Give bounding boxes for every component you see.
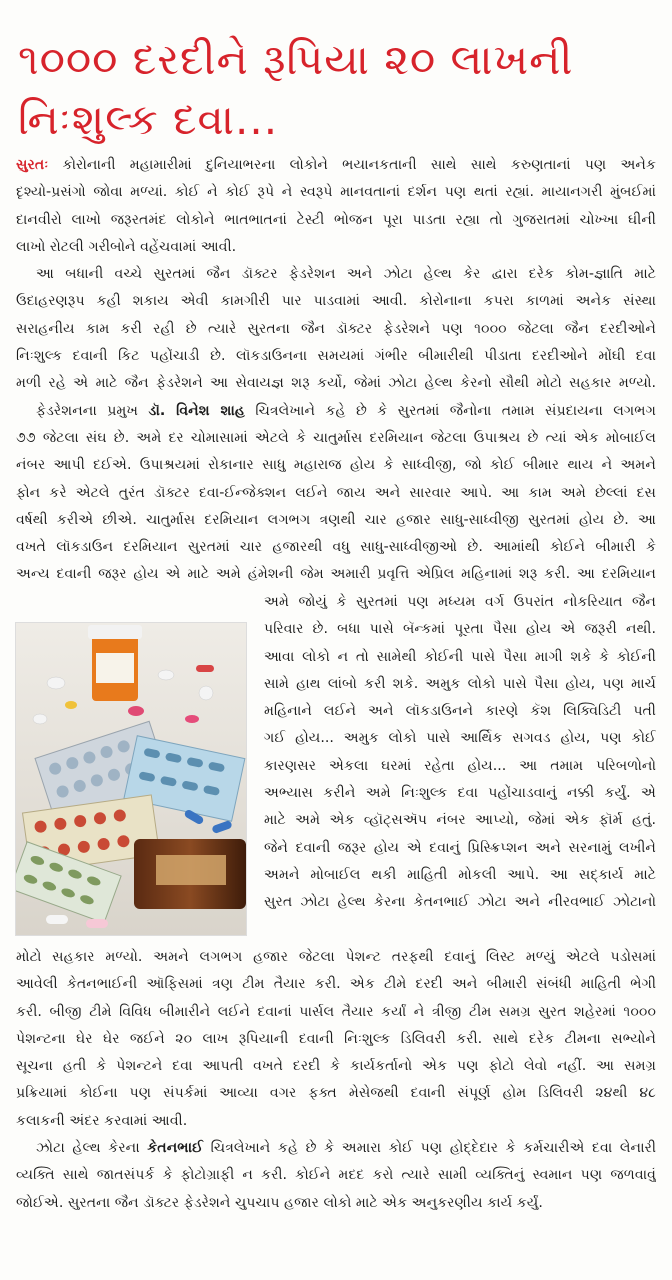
text-row: અન્ય દવાની જરૂર હોય એ માટે અમે હંમેશની જેમ અમારી પ્રવૃત્તિ એપ્રિલ મહિનામાં શરૂ કરી. આ દરમિયાન [16,566,656,583]
article-closing-block [16,944,656,1217]
president-name: ડૉ. વિનેશ શાહ [148,402,245,419]
article-intro-block [16,152,656,589]
text-row: સામે હાથ લાંબો કરી શકે. અમુક લોકો પાસે પૈસા હોય, પણ માર્ચ [264,675,656,692]
text-row: નિઃશુલ્ક દવાની કિટ પહોંચાડી છે. લૉકડાઉનના સમયમાં ગંભીર બીમારીથી પીડાતા દરદીઓને મોંઘી દવા [16,348,656,365]
text-row: આવા લોકો ન તો સામેથી કોઈની પાસે પૈસા માગી શકે કે કોઈની [264,648,656,665]
text-row: પેશન્ટના ઘેર ઘેર જઈને ૨૦ લાખ રૂપિયાની દવાની નિઃશુલ્ક ડિલિવરી કરી. સાથે દરેક ટીમના સભ્યોને [16,1030,656,1047]
text-row: પ્રક્રિયામાં કોઈના પણ સંપર્કમાં આવ્યા વગર ફક્ત મેસેજથી દવાની સંપૂર્ણ હોમ ડિલિવરી ૨૪થી ૪૮ [16,1085,656,1102]
text-row: વર્ષથી કરીએ છીએ. ચાતુર્માસ દરમિયાન લગભગ ત્રણથી ચાર હજાર સાધુ-સાધ્વીજી સુરતમાં હોય છે. આ [16,511,656,528]
text-row: મહિનાને લઈને અને લૉકડાઉનને કારણે કૅશ લિક્વિડિટી પતી [264,703,656,720]
text-row: ફોન કરે એટલે તુરંત ડૉક્ટર દવા-ઈન્જેક્શન લઈને જાય અને સારવાર આપે. આ કામ અમે છેલ્લાં દસ [16,484,656,501]
text-row: વ્યક્તિ સાથે જાતસંપર્ક કે ફોટોગ્રાફી ન કરી. કોઈને મદદ કરો ત્યારે સામી વ્યક્તિનું સ્વમાન પણ જળવાવું [16,1167,656,1184]
text-row: સરાહનીય કામ કરી રહી છે ત્યારે સુરતના જૈન ડૉક્ટર ફેડરેશને પણ ૧૦૦૦ જેટલા જૈન દરદીઓને [16,320,656,337]
text-row: અમે જોયું કે સુરતમાં પણ મધ્યમ વર્ગ ઉપરાંત નોકરિયાત જૈન [264,594,656,610]
text-row: કલાકની અંદર કરવામાં આવી. [16,1112,188,1129]
dateline: સુરતઃ [16,157,49,173]
text-row: વખતે લૉકડાઉન દરમિયાન સુરતમાં ચાર હજારથી વધુ સાધુ-સાધ્વીજીઓ છે. આમાંથી કોઈને બીમારી કે [16,539,656,556]
text-row: સુરતઃ કોરોનાની મહામારીમાં દુનિયાભરના લોકોને ભયાનકતાની સાથે સાથે કરુણતાનાં પણ અનેક [16,157,656,173]
text-row: સુરત ઝોટા હેલ્થ કેરના કેતનભાઈ ઝોટા અને નીરવભાઈ ઝોટાનો [264,894,656,911]
text-row: ઝોટા હેલ્થ કેરના કેતનભાઈ ચિત્રલેખાને કહે છે કે અમારા કોઈ પણ હોદ્દેદાર કે કર્મચારીએ દવા લેનારી [36,1140,656,1157]
ketan-name: કેતનભાઈ [147,1140,204,1157]
text-row: દાનવીરો લાખો જરૂરતમંદ લોકોને ભાતભાતનાં ટેસ્ટી ભોજન પૂરા પાડતા રહ્યા તો ગુજરાતમાં ચોખ્ખા ઘીની [16,211,656,228]
headline-line-1: ૧૦૦૦ દરદીને રૂપિયા ૨૦ લાખની [18,35,574,84]
text-row: ગઈ હોય... અમુક લોકો પાસે આર્થિક સગવડ હોય, પણ કોઈ [264,730,656,747]
text-row: લાખો રોટલી ગરીબોને વહેંચવામાં આવી. [16,238,237,255]
text-row: આ બધાની વચ્ચે સુરતમાં જૈન ડૉક્ટર ફેડરેશન અને ઝોટા હેલ્થ કેર દ્વારા દરેક કોમ-જ્ઞાતિ માટે [36,266,656,283]
text-row: મળી રહે એ માટે જૈન ફેડરેશને આ સેવાયજ્ઞ શરૂ કર્યો, જેમાં ઝોટા હેલ્થ કેરનો સૌથી મોટો સહકાર મળ્યો. [16,375,656,392]
text-row: સૂચના હતી કે પેશન્ટને દવા આપતી વખતે દરદી કે કાર્યકર્તાનો એક પણ ફોટો લેવો નહીં. આ સમગ્ર [16,1058,656,1075]
medicines-pills-photo [15,622,247,936]
text-row: ઉદાહરણરૂપ કહી શકાય એવી કામગીરી પાર પાડવામાં આવી. કોરોનાના કપરા કાળમાં અનેક સંસ્થા [16,293,656,310]
text-row: જેને દવાની જરૂર હોય એ દવાનું પ્રિસ્ક્રિપ્શન અને સરનામું લખીને [264,839,656,856]
text-row: ૭૭ જેટલા સંઘ છે. અમે દર ચોમાસામાં એટલે કે ચાતુર્માસ દરમિયાન જેટલા ઉપાશ્રય છે ત્યાં એક મોબાઈલ [16,429,656,446]
text-row: દૃશ્યો-પ્રસંગો જોવા મળ્યાં. કોઈ ને કોઈ રૂપે ને સ્વરૂપે માનવતાનાં દર્શન પણ થતાં રહ્યાં. માયાનગરી મુંબઈમાં [16,184,656,201]
headline-line-2: નિઃશુલ્ક દવા... [18,95,279,144]
text-row: જોઈએ. સુરતના જૈન ડૉક્ટર ફેડરેશને ચુપચાપ હજાર લોકો માટે એક અનુકરણીય કાર્ય કર્યું. [16,1194,543,1211]
article-headline [18,30,658,150]
text-row: પરિવાર છે. બધા પાસે બૅન્કમાં પૂરતા પૈસા હોય એ જરૂરી નથી. [264,621,656,638]
text-row: કરી. બીજી ટીમે વિવિધ બીમારીને લઈને દવાનાં પાર્સલ તૈયાર કર્યાં ને ત્રીજી ટીમ સમગ્ર સુરત શહેરમાં ૧૦૦૦ [16,1003,656,1020]
text-row: અભ્યાસ કરીને અમે નિઃશુલ્ક દવા પહોંચાડવાનું નક્કી કર્યું. એ [264,785,656,802]
text-row: આવેલી કેતનભાઈની ઑફિસમાં ત્રણ ટીમ તૈયાર કરી. એક ટીમે દરદી અને બીમારી સંબંધી માહિતી ભેગી [16,976,656,993]
text-row: મોટો સહકાર મળ્યો. અમને લગભગ હજાર જેટલા પેશન્ટ તરફથી દવાનું લિસ્ટ મળ્યું એટલે પડોસમાં [16,949,656,965]
text-row: અમને મોબાઈલ થકી માહિતી મોકલી આપે. આ સદ્કાર્ય માટે [264,866,656,883]
text-row: નંબર આપી દઈએ. ઉપાશ્રયમાં રોકાનાર સાધુ મહારાજ હોય કે સાધ્વીજી, જો કોઈ બીમાર થાય ને અમને [16,457,656,474]
text-row: ફેડરેશનના પ્રમુખ ડૉ. વિનેશ શાહ ચિત્રલેખાને કહે છે કે સુરતમાં જૈનોના તમામ સંપ્રદાયના લગભગ [36,402,656,419]
text-row: માટે અમે એક વ્હૉટ્સઍપ નંબર આપ્યો, જેમાં એક ફૉર્મ હતું. [264,812,656,829]
article-side-column [264,589,656,917]
text-row: કારણસર એકલા ઘરમાં રહેતા હોય... આ તમામ પરિબળોનો [264,757,656,774]
